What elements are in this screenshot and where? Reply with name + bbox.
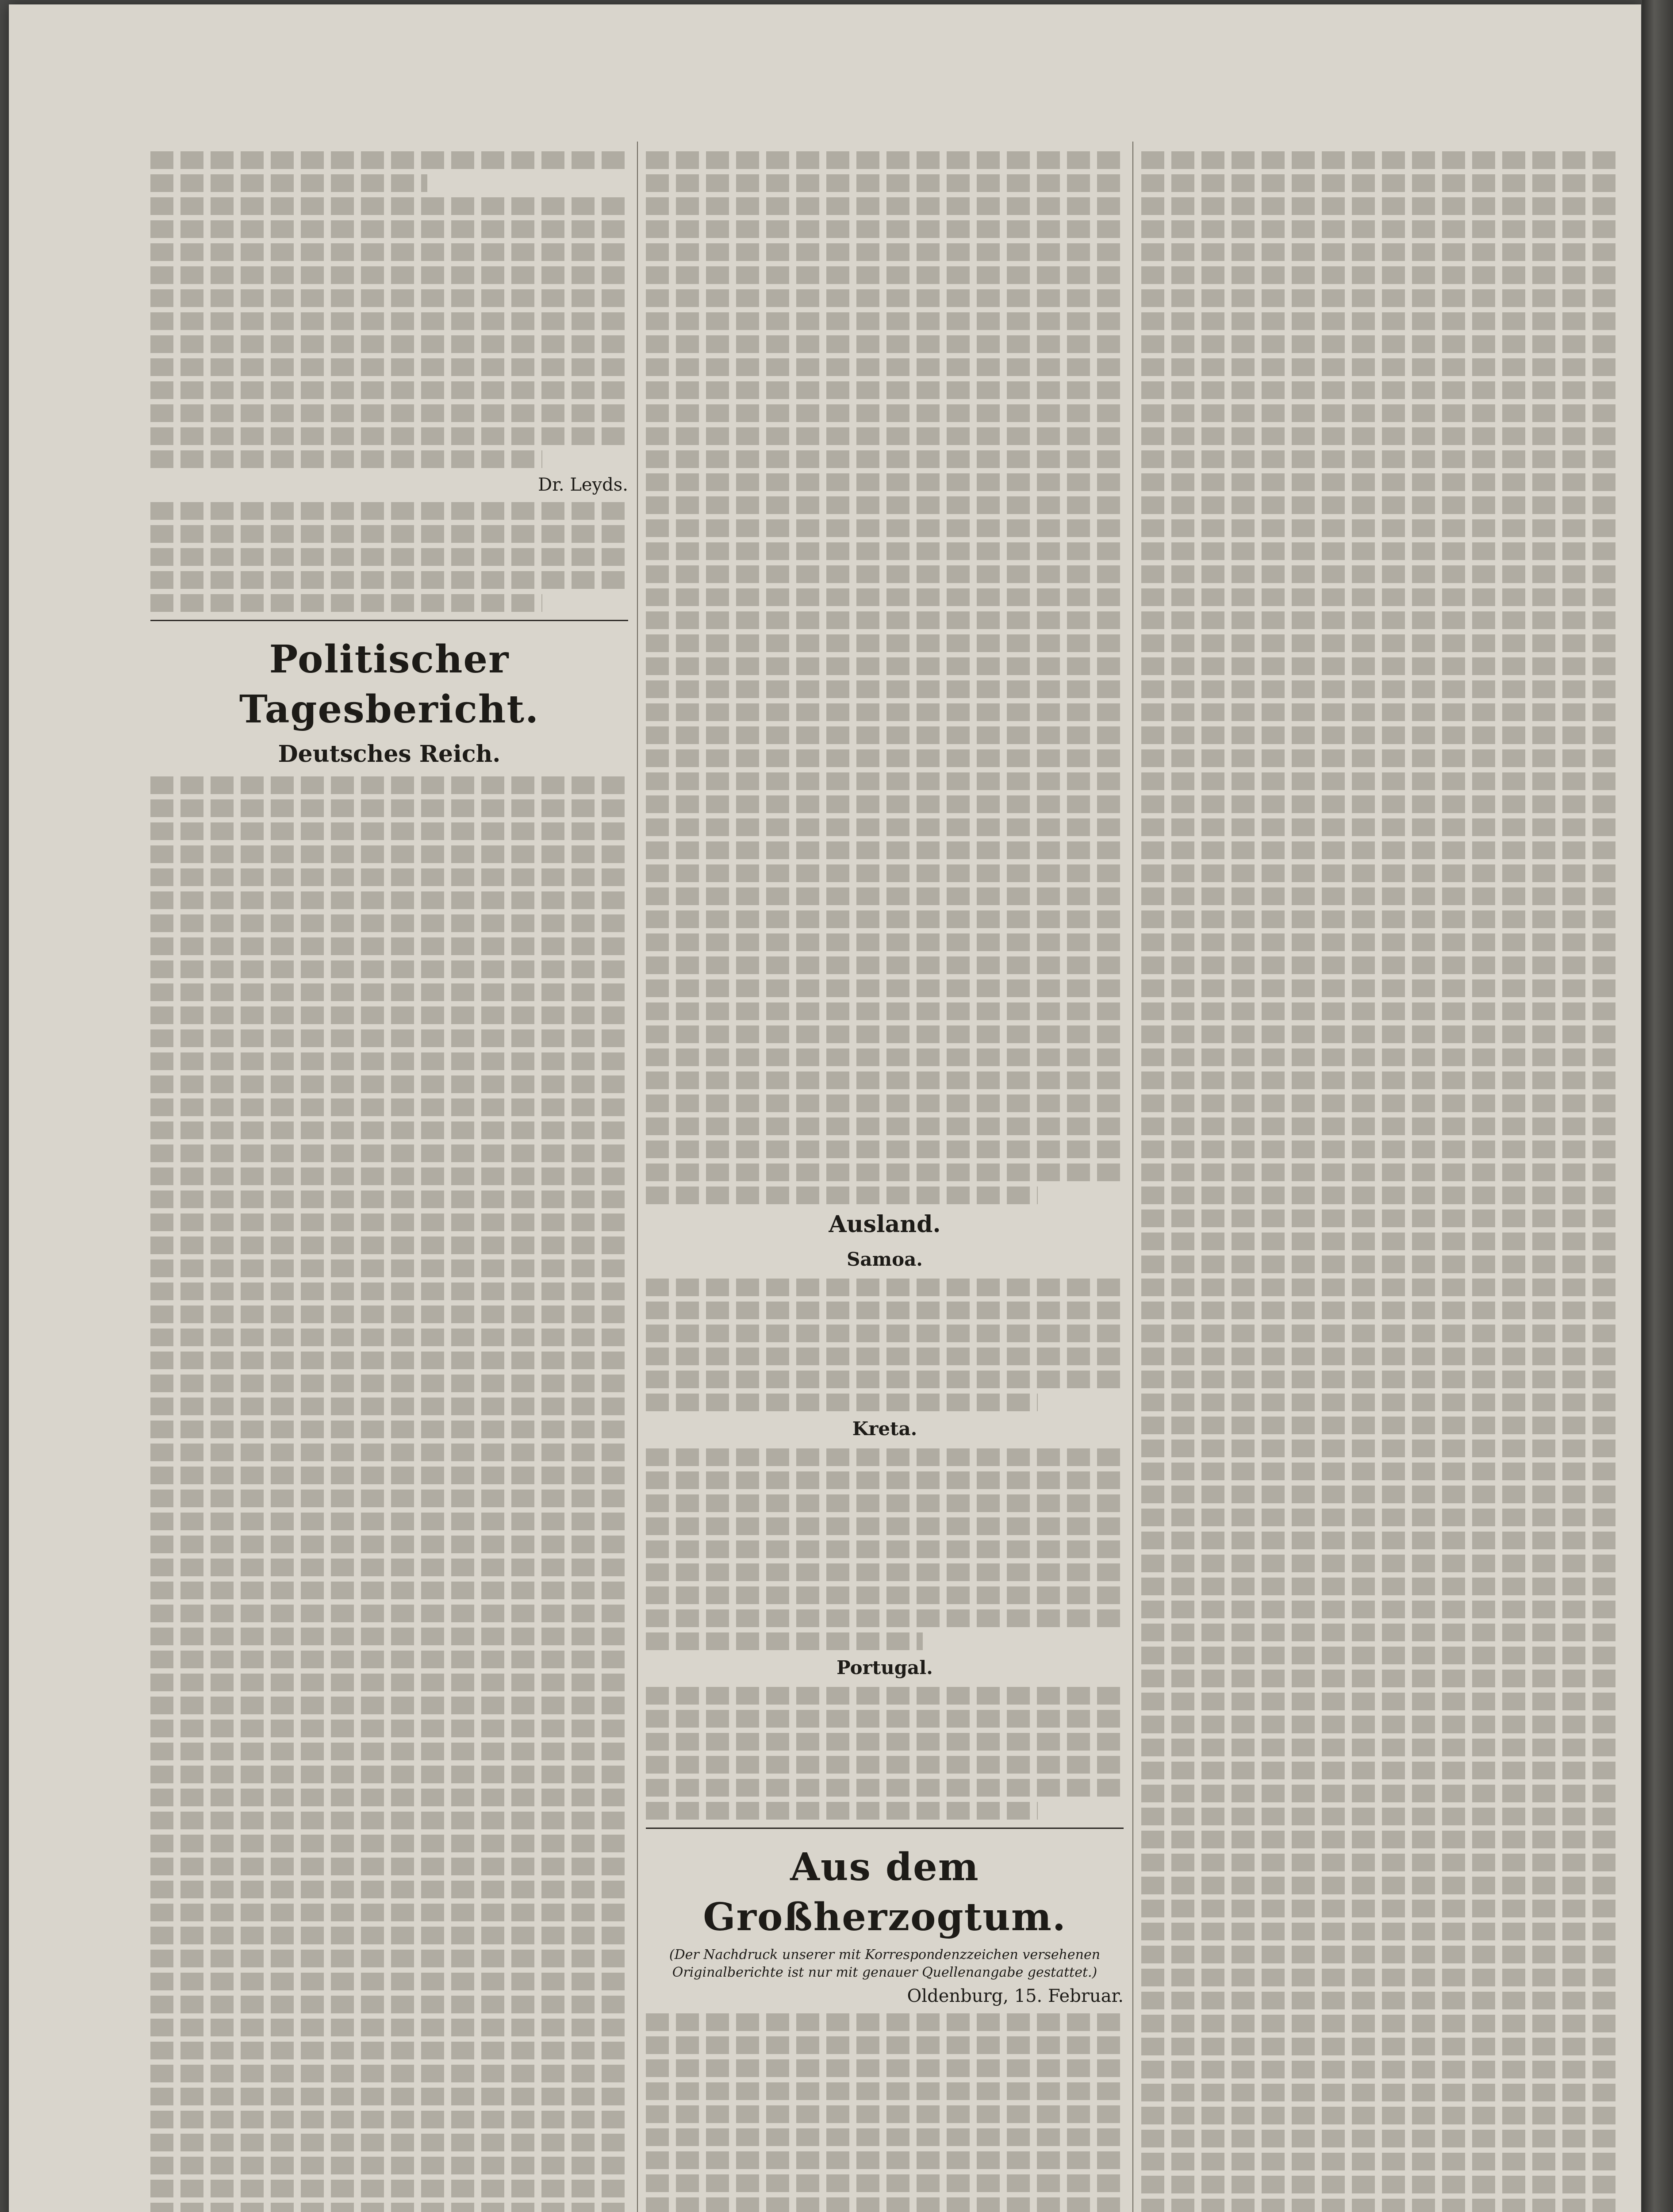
illegible-text-block bbox=[150, 151, 628, 468]
subheading-abroad: Ausland. bbox=[829, 1211, 941, 1238]
reprint-notice: (Der Nachdruck unserer mit Korrespondenzzeichen versehenen Originalberichte ist nur mit genauer Quellenangabe gestattet.) bbox=[669, 1947, 1101, 1980]
section-heading-duchy: Aus dem Großherzogtum. bbox=[703, 1844, 1067, 1940]
signature: Dr. Leyds. bbox=[538, 475, 628, 495]
illegible-text-block bbox=[646, 1687, 1124, 1820]
illegible-text-block bbox=[150, 502, 628, 612]
illegible-text-block bbox=[646, 1279, 1124, 1411]
divider bbox=[150, 620, 628, 621]
divider bbox=[646, 1828, 1124, 1829]
subheading-samoa: Samoa. bbox=[847, 1248, 923, 1270]
column-1 bbox=[150, 146, 628, 2212]
subheading-germany: Deutsches Reich. bbox=[278, 740, 501, 768]
section-heading-politics: Politischer Tagesbericht. bbox=[239, 637, 540, 732]
illegible-text-block bbox=[646, 1448, 1124, 1650]
column-rule-right bbox=[1132, 142, 1133, 2212]
column-3 bbox=[1141, 146, 1619, 2212]
illegible-text-block bbox=[646, 151, 1124, 1204]
illegible-text-block bbox=[1141, 151, 1619, 2212]
subheading-portugal: Portugal. bbox=[836, 1656, 933, 1678]
illegible-text-block bbox=[150, 776, 628, 2212]
column-2 bbox=[646, 146, 1124, 2212]
subheading-crete: Kreta. bbox=[852, 1418, 917, 1440]
illegible-text-block bbox=[646, 2013, 1124, 2212]
dateline: Oldenburg, 15. Februar. bbox=[907, 1986, 1124, 2007]
book-edge bbox=[1642, 0, 1673, 2212]
column-rule-left bbox=[637, 142, 638, 2212]
